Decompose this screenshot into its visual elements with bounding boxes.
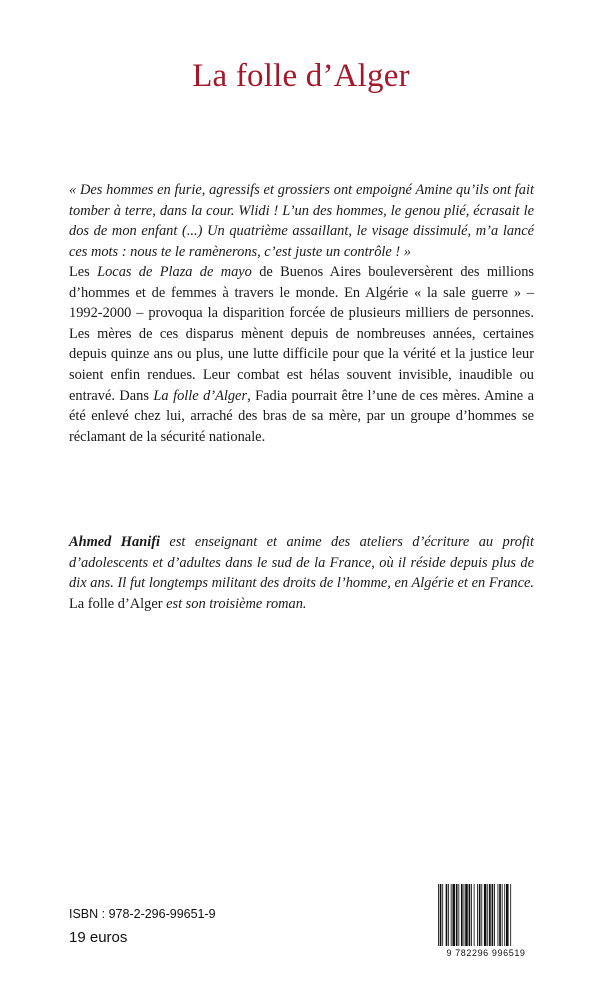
barcode-bar — [456, 884, 458, 946]
barcode-bar — [451, 884, 452, 946]
bio-book-title: La folle d’Alger — [69, 595, 163, 612]
barcode-bar — [487, 884, 488, 946]
barcode-bar — [477, 884, 478, 946]
book-title: La folle d’Alger — [192, 58, 410, 94]
bio-text-1: est enseignant et anime des ateliers d’écriture au profit d’adolescents et d’adultes dans le sud de la France, où il réside depuis plus de dix ans. Il fut longtemps militant des droits de l’homme, en Algérie et en France. — [69, 534, 534, 592]
author-bio — [69, 532, 534, 614]
desc-emphasis-2: La folle d’Alger — [153, 387, 248, 404]
barcode-bar — [452, 884, 455, 946]
barcode-bar — [506, 884, 509, 946]
barcode-bar — [494, 884, 495, 946]
isbn-label: ISBN : 978-2-296-99651-9 — [69, 907, 216, 921]
price-label: 19 euros — [69, 929, 128, 946]
barcode-bar — [498, 884, 499, 946]
barcode-bar — [474, 884, 475, 946]
bio-text-2: est son troisième roman. — [162, 595, 307, 612]
desc-text-3: , Fadia pourrait être l’une de ces mères. Amine a été enlevé chez lui, arraché des bras de sa mère, par un groupe d’hommes se réclamant de la sécurité nationale. — [69, 387, 535, 445]
barcode-bar — [510, 884, 511, 946]
barcode-bar — [484, 884, 487, 946]
barcode — [436, 884, 536, 948]
barcode-bar — [446, 884, 448, 946]
barcode-bar — [440, 884, 442, 946]
author-name: Ahmed Hanifi — [69, 534, 160, 550]
barcode-bar — [458, 884, 459, 946]
barcode-bar — [464, 884, 465, 946]
barcode-bar — [465, 884, 468, 946]
barcode-bar — [489, 884, 491, 946]
desc-text-1: Les — [69, 264, 98, 280]
excerpt-quote: « Des hommes en furie, agressifs et grossiers ont empoigné Amine qu’ils ont fait tomber à terre, dans la cour. Wlidi ! L’un des hommes, le genou plié, écrasait le dos de mon enfant (...) Un quatrième assaillant, le visage dissimulé, m’a lancé ces mots : nous te le ramènerons, c’est juste un contrôle ! » — [69, 182, 534, 260]
barcode-bar — [492, 884, 494, 946]
desc-emphasis-1: Locas de Plaza de mayo — [97, 264, 252, 280]
barcode-bar — [499, 884, 501, 946]
barcode-bar — [504, 884, 505, 946]
barcode-bar — [438, 884, 439, 946]
barcode-bar — [481, 884, 482, 946]
barcode-bar — [479, 884, 481, 946]
barcode-bar — [448, 884, 449, 946]
barcode-bar — [471, 884, 472, 946]
barcode-bars — [436, 884, 536, 948]
barcode-bar — [469, 884, 471, 946]
barcode-bar — [461, 884, 463, 946]
desc-text-2: de Buenos Aires bouleversèrent des millions d’hommes et de femmes à travers le monde. En Algérie « la sale guerre » – 1992-2000 – provoqua la disparition forcée de plusieurs milliers de personnes. Les mères de ces disparus mènent depuis de nombreuses années, certaines depuis quinze ans ou plus, une lutte difficile pour que la vérité et la justice leur soient enfin rendues. Leur combat est hélas souvent invisible, inaudible ou entravé. Dans — [69, 264, 534, 404]
book-description — [69, 262, 534, 447]
barcode-number: 9 782296 996519 — [446, 948, 526, 958]
barcode-bar — [442, 884, 443, 946]
barcode-bar — [502, 884, 503, 946]
